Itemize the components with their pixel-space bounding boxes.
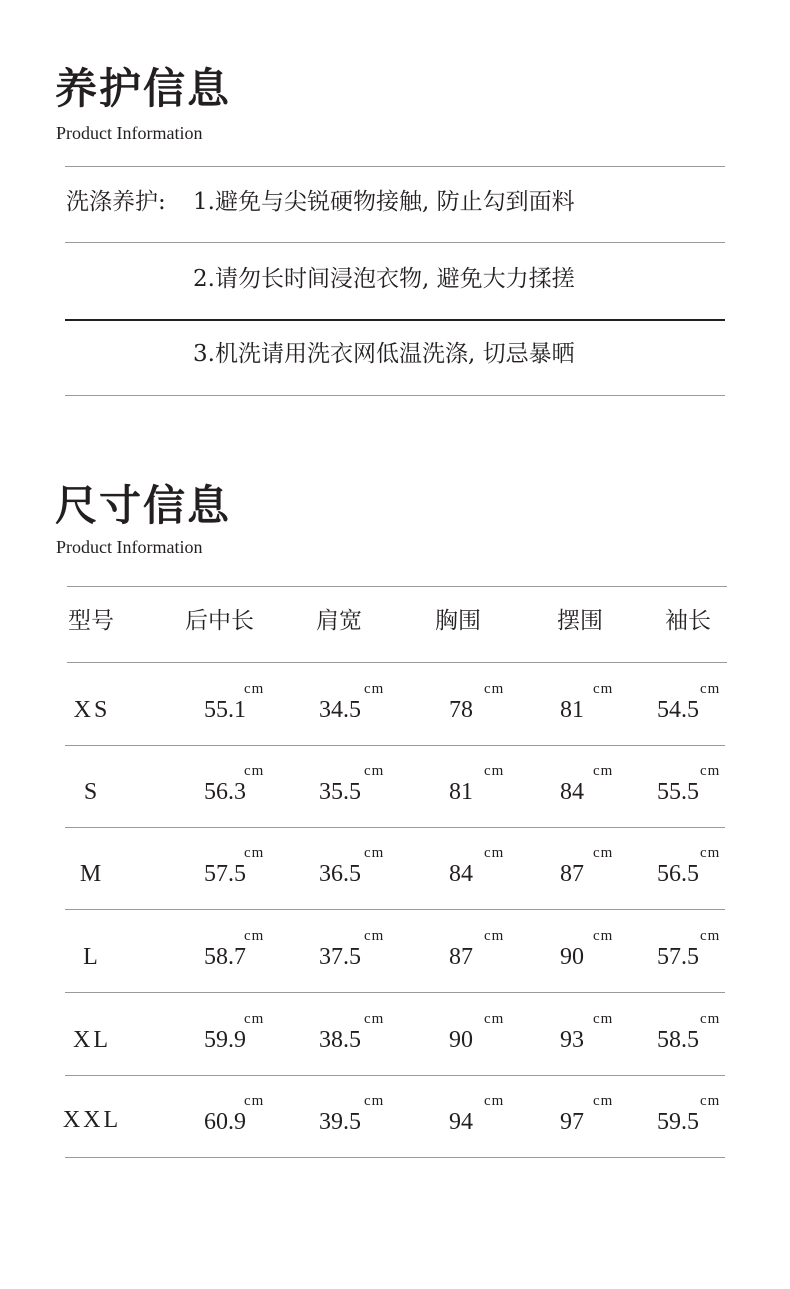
care-divider-top xyxy=(65,166,725,167)
table-row-divider xyxy=(65,827,725,828)
cell-shoulder: 39.5 xyxy=(319,1109,361,1135)
cell-hem: 97 xyxy=(560,1109,584,1135)
header-shoulder: 肩宽 xyxy=(316,608,362,634)
unit-label: cm xyxy=(364,1093,385,1109)
cell-shoulder: 37.5 xyxy=(319,944,361,970)
unit-label: cm xyxy=(700,928,721,944)
unit-label: cm xyxy=(484,845,505,861)
care-section-title: 养护信息 xyxy=(55,64,232,113)
unit-label: cm xyxy=(244,1093,265,1109)
care-section-subtitle: Product Information xyxy=(56,123,203,143)
unit-label: cm xyxy=(484,681,505,697)
unit-label: cm xyxy=(593,1093,614,1109)
size-label: S xyxy=(83,779,101,805)
cell-chest: 78 xyxy=(449,697,473,723)
table-row-divider xyxy=(65,745,725,746)
care-item-3: 3.机洗请用洗衣网低温洗涤, 切忌暴晒 xyxy=(193,341,575,367)
cell-sleeve: 58.5 xyxy=(657,1027,699,1053)
unit-label: cm xyxy=(700,1093,721,1109)
care-divider-bottom xyxy=(65,395,725,396)
unit-label: cm xyxy=(700,763,721,779)
cell-hem: 84 xyxy=(560,779,584,805)
cell-sleeve: 57.5 xyxy=(657,944,699,970)
unit-label: cm xyxy=(593,681,614,697)
cell-sleeve: 54.5 xyxy=(657,697,699,723)
table-row-divider xyxy=(65,1075,725,1076)
size-section-title: 尺寸信息 xyxy=(55,481,232,530)
size-label: XL xyxy=(73,1027,111,1053)
unit-label: cm xyxy=(364,1011,385,1027)
cell-sleeve: 59.5 xyxy=(657,1109,699,1135)
table-row-divider xyxy=(65,909,725,910)
unit-label: cm xyxy=(484,1011,505,1027)
unit-label: cm xyxy=(244,763,265,779)
care-item-2: 2.请勿长时间浸泡衣物, 避免大力揉搓 xyxy=(193,266,575,292)
unit-label: cm xyxy=(593,928,614,944)
care-item-1: 1.避免与尖锐硬物接触, 防止勾到面料 xyxy=(193,189,575,215)
cell-chest: 84 xyxy=(449,861,473,887)
cell-sleeve: 56.5 xyxy=(657,861,699,887)
header-chest: 胸围 xyxy=(435,608,481,634)
care-divider xyxy=(65,242,725,243)
care-label: 洗涤养护: xyxy=(66,189,166,215)
size-label: M xyxy=(79,861,105,887)
unit-label: cm xyxy=(484,1093,505,1109)
unit-label: cm xyxy=(244,928,265,944)
unit-label: cm xyxy=(593,845,614,861)
unit-label: cm xyxy=(700,845,721,861)
cell-chest: 87 xyxy=(449,944,473,970)
unit-label: cm xyxy=(593,763,614,779)
unit-label: cm xyxy=(484,928,505,944)
table-top-border xyxy=(67,586,727,587)
size-label: XS xyxy=(73,697,111,723)
unit-label: cm xyxy=(244,845,265,861)
header-length: 后中长 xyxy=(185,608,254,634)
unit-label: cm xyxy=(364,928,385,944)
cell-shoulder: 38.5 xyxy=(319,1027,361,1053)
unit-label: cm xyxy=(593,1011,614,1027)
header-size: 型号 xyxy=(68,608,114,634)
cell-chest: 90 xyxy=(449,1027,473,1053)
table-row-divider xyxy=(65,1157,725,1158)
cell-sleeve: 55.5 xyxy=(657,779,699,805)
unit-label: cm xyxy=(364,845,385,861)
unit-label: cm xyxy=(244,1011,265,1027)
size-label: L xyxy=(83,944,101,970)
cell-chest: 94 xyxy=(449,1109,473,1135)
header-sleeve: 袖长 xyxy=(665,608,711,634)
cell-hem: 90 xyxy=(560,944,584,970)
care-divider-bold xyxy=(65,319,725,321)
size-section-subtitle: Product Information xyxy=(56,537,203,557)
cell-hem: 81 xyxy=(560,697,584,723)
cell-length: 60.9 xyxy=(204,1109,246,1135)
cell-hem: 93 xyxy=(560,1027,584,1053)
unit-label: cm xyxy=(700,681,721,697)
cell-shoulder: 35.5 xyxy=(319,779,361,805)
cell-hem: 87 xyxy=(560,861,584,887)
table-header-border xyxy=(67,662,727,663)
cell-length: 57.5 xyxy=(204,861,246,887)
header-hem: 摆围 xyxy=(557,608,603,634)
unit-label: cm xyxy=(484,763,505,779)
cell-chest: 81 xyxy=(449,779,473,805)
unit-label: cm xyxy=(244,681,265,697)
cell-shoulder: 36.5 xyxy=(319,861,361,887)
table-row-divider xyxy=(65,992,725,993)
size-label: XXL xyxy=(62,1107,122,1133)
cell-length: 58.7 xyxy=(204,944,246,970)
unit-label: cm xyxy=(364,681,385,697)
cell-length: 59.9 xyxy=(204,1027,246,1053)
unit-label: cm xyxy=(364,763,385,779)
unit-label: cm xyxy=(700,1011,721,1027)
cell-length: 56.3 xyxy=(204,779,246,805)
cell-shoulder: 34.5 xyxy=(319,697,361,723)
cell-length: 55.1 xyxy=(204,697,246,723)
